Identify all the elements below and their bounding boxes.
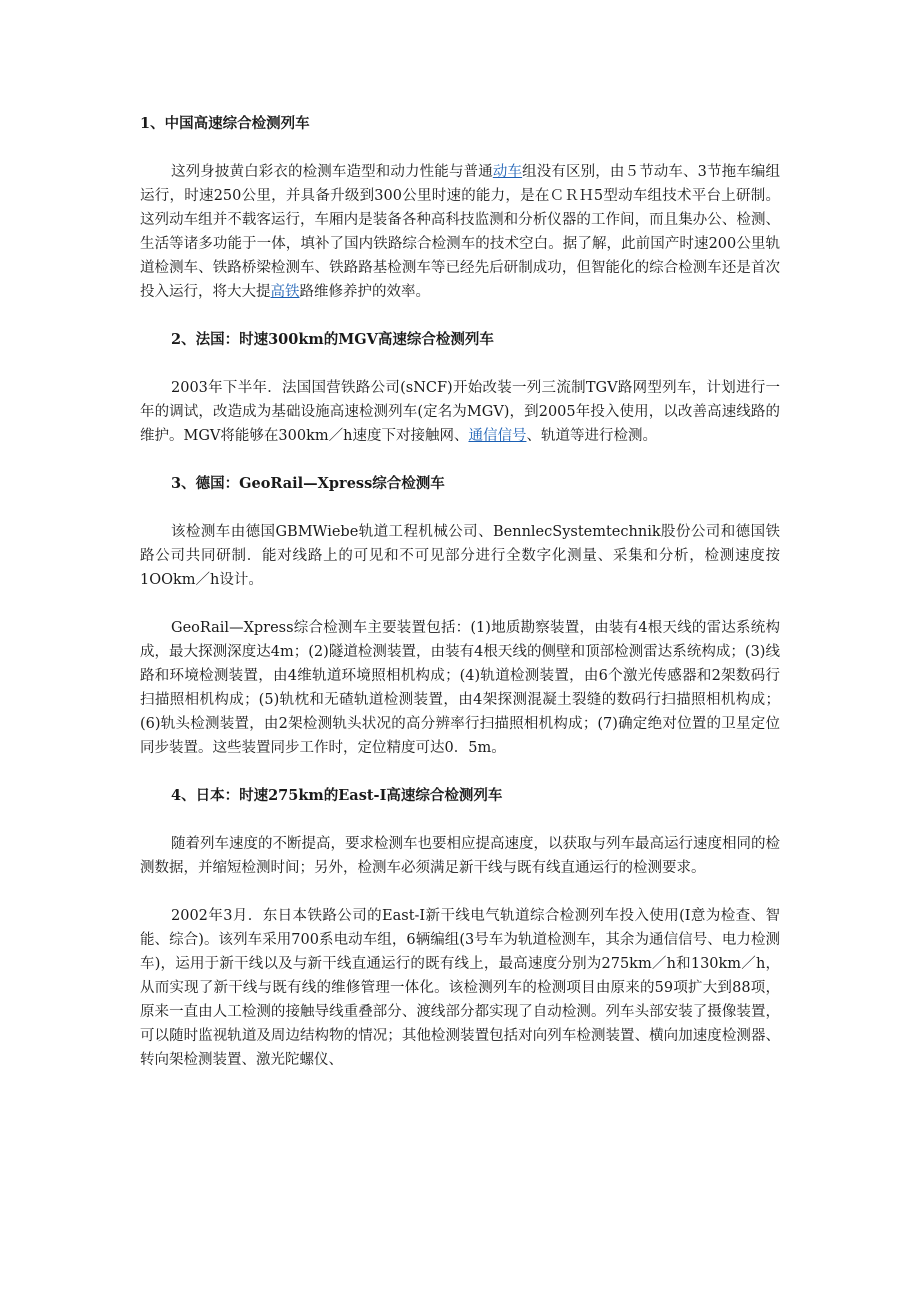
section-3-paragraph-1: 该检测车由德国GBMWiebe轨道工程机械公司、BennlecSystemtechnik股份公司和德国铁路公司共同研制．能对线路上的可见和不可见部分进行全数字化测量、采集和分析，检测速度按1OOkm／h设计。 bbox=[140, 524, 780, 588]
section-2-heading: 2、法国：时速300km的MGV高速综合检测列车 bbox=[171, 331, 494, 348]
text-span: 组没有区别，由５节动车、3节拖车编组运行，时速250公里，并具备升级到300公里时速的能力，是在ＣＲＨ5型动车组技术平台上研制。这列动车组并不载客运行，车厢内是装备各种高科技监测和分析仪器的工作间，而且集办公、检测、生活等诸多功能于一体，填补了国内铁路综合检测车的技术空白。据了解，此前国产时速200公里轨道检测车、铁路桥梁检测车、铁路路基检测车等已经先后研制成功，但智能化的综合检测车还是首次投入运行，将大大提 bbox=[140, 164, 781, 300]
section-1-paragraph bbox=[140, 160, 780, 304]
section-4-paragraph-1: 随着列车速度的不断提高，要求检测车也要相应提高速度，以获取与列车最高运行速度相同的检测数据，并缩短检测时间；另外，检测车必须满足新干线与既有线直通运行的检测要求。 bbox=[140, 836, 780, 876]
section-4-heading: 4、日本：时速275km的East-I高速综合检测列车 bbox=[171, 787, 503, 804]
text-span: 2003年下半年．法国国营铁路公司(sNCF)开始改装一列三流制TGV路网型列车，计划进行一年的调试，改造成为基础设施高速检测列车(定名为MGV)，到2005年投入使用，以改善高速线路的维护。MGV将能够在300km／h速度下对接触网、 bbox=[140, 380, 780, 444]
link-dongche[interactable]: 动车 bbox=[492, 164, 523, 180]
section-3-heading: 3、德国：GeoRail—Xpress综合检测车 bbox=[171, 475, 445, 492]
section-2-paragraph bbox=[140, 376, 780, 448]
text-span: 这列身披黄白彩衣的检测车造型和动力性能与普通 bbox=[171, 164, 493, 180]
text-span: 、轨道等进行检测。 bbox=[526, 428, 657, 444]
text-span: 路维修养护的效率。 bbox=[299, 284, 430, 300]
link-gaotie[interactable]: 高铁 bbox=[270, 284, 300, 300]
section-3-paragraph-2: GeoRail—Xpress综合检测车主要装置包括：(1)地质勘察装置，由装有4根天线的雷达系统构成，最大探测深度达4m；(2)隧道检测装置，由装有4根天线的侧壁和顶部检测雷达系统构成；(3)线路和环境检测装置，由4维轨道环境照相机构成；(4)轨道检测装置，由6个激光传感器和2架数码行扫描照相机构成；(5)轨枕和无碴轨道检测装置，由4架探测混凝土裂缝的数码行扫描照相机构成；(6)轨头检测装置，由2架检测轨头状况的高分辨率行扫描照相机构成；(7)确定绝对位置的卫星定位同步装置。这些装置同步工作时，定位精度可达0．5m。 bbox=[140, 620, 780, 756]
section-1-heading: 1、中国高速综合检测列车 bbox=[140, 115, 310, 132]
document-body bbox=[140, 112, 780, 1072]
section-4-paragraph-2: 2002年3月．东日本铁路公司的East-I新干线电气轨道综合检测列车投入使用(I意为检查、智能、综合)。该列车采用700系电动车组，6辆编组(3号车为轨道检测车，其余为通信信号、电力检测车)，运用于新干线以及与新干线直通运行的既有线上，最高速度分别为275km／h和130km／h，从而实现了新干线与既有线的维修管理一体化。该检测列车的检测项目由原来的59项扩大到88项，原来一直由人工检测的接触导线重叠部分、渡线部分都实现了自动检测。列车头部安装了摄像装置，可以随时监视轨道及周边结构物的情况；其他检测装置包括对向列车检测装置、横向加速度检测器、转向架检测装置、激光陀螺仪、 bbox=[140, 908, 780, 1068]
link-tongxin-xinhao[interactable]: 通信信号 bbox=[468, 428, 527, 444]
